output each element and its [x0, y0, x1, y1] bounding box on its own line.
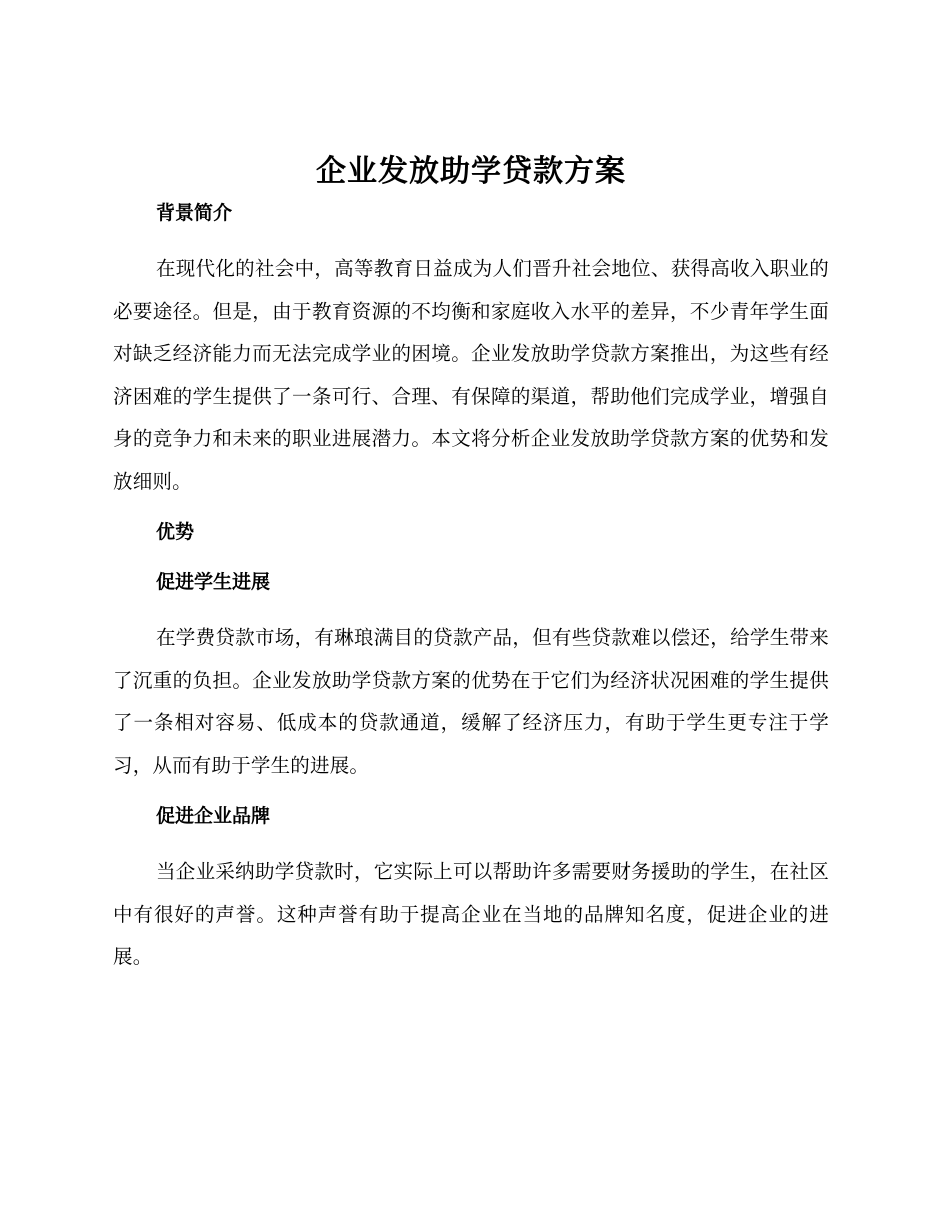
- paragraph-student-progress: 在学费贷款市场，有琳琅满目的贷款产品，但有些贷款难以偿还，给学生带来了沉重的负担。企业发放助学贷款方案的优势在于它们为经济状况困难的学生提供了一条相对容易、低成本的贷款通道，缓解了经济压力，有助于学生更专注于学习，从而有助于学生的进展。: [113, 626, 829, 777]
- subsection-heading-company-brand: 促进企业品牌: [156, 805, 271, 827]
- section-heading-advantages: 优势: [156, 521, 195, 543]
- paragraph-background: 在现代化的社会中，高等教育日益成为人们晋升社会地位、获得高收入职业的必要途径。但是，由于教育资源的不均衡和家庭收入水平的差异，不少青年学生面对缺乏经济能力而无法完成学业的困境。企业发放助学贷款方案推出，为这些有经济困难的学生提供了一条可行、合理、有保障的渠道，帮助他们完成学业，增强自身的竞争力和未来的职业进展潜力。本文将分析企业发放助学贷款方案的优势和发放细则。: [113, 257, 829, 493]
- section-heading-background: 背景简介: [156, 202, 233, 224]
- document-page: [113, 150, 829, 993]
- document-title: 企业发放助学贷款方案: [316, 154, 626, 189]
- paragraph-company-brand: 当企业采纳助学贷款时，它实际上可以帮助许多需要财务援助的学生，在社区中有很好的声誉。这种声誉有助于提高企业在当地的品牌知名度，促进企业的进展。: [113, 860, 829, 968]
- subsection-heading-student-progress: 促进学生进展: [156, 571, 271, 593]
